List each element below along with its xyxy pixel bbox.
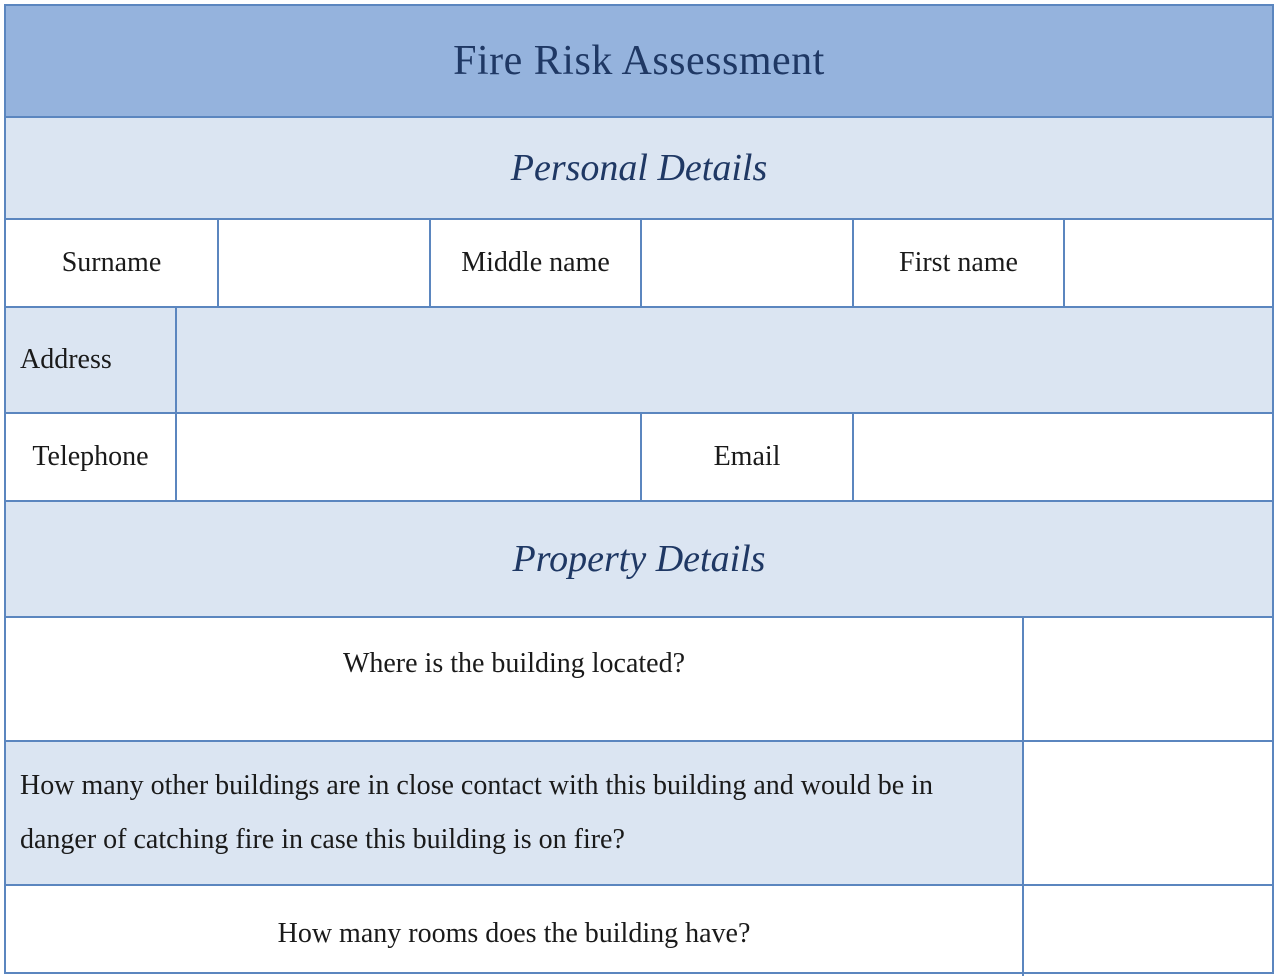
question-nearby-buildings: How many other buildings are in close contact with this building and would be in danger of catching fire in case this building is on fire? [20,770,933,855]
question-cell-rooms [6,886,1022,976]
property-details-section-header [6,502,1272,616]
telephone-label: Telephone [32,441,149,472]
form-title: Fire Risk Assessment [453,38,825,84]
telephone-label-cell [6,414,175,500]
email-label-cell [642,414,852,500]
answer-field-nearby-buildings[interactable] [1024,742,1272,884]
first-name-label-cell [854,220,1063,306]
surname-label-cell [6,220,217,306]
middle-name-label: Middle name [461,247,610,278]
question-room-count: How many rooms does the building have? [277,918,751,949]
address-label-cell [6,308,175,412]
question-cell-location [6,618,1022,740]
answer-field-rooms[interactable] [1024,886,1272,976]
email-field[interactable] [854,414,1272,500]
personal-details-heading: Personal Details [510,147,768,189]
middle-name-field[interactable] [642,220,852,306]
email-label: Email [713,441,781,472]
address-label: Address [20,344,112,375]
property-details-heading: Property Details [512,538,766,580]
answer-field-location[interactable] [1024,618,1272,740]
surname-label: Surname [61,247,162,278]
first-name-label: First name [899,247,1018,278]
surname-field[interactable] [219,220,429,306]
telephone-field[interactable] [177,414,640,500]
fire-risk-assessment-form [4,4,1274,974]
question-cell-nearby-buildings [6,742,1022,884]
first-name-field[interactable] [1065,220,1272,306]
middle-name-label-cell [431,220,640,306]
title-row [6,6,1272,116]
address-field[interactable] [177,308,1272,412]
question-building-location: Where is the building located? [342,648,686,679]
personal-details-section-header [6,118,1272,218]
